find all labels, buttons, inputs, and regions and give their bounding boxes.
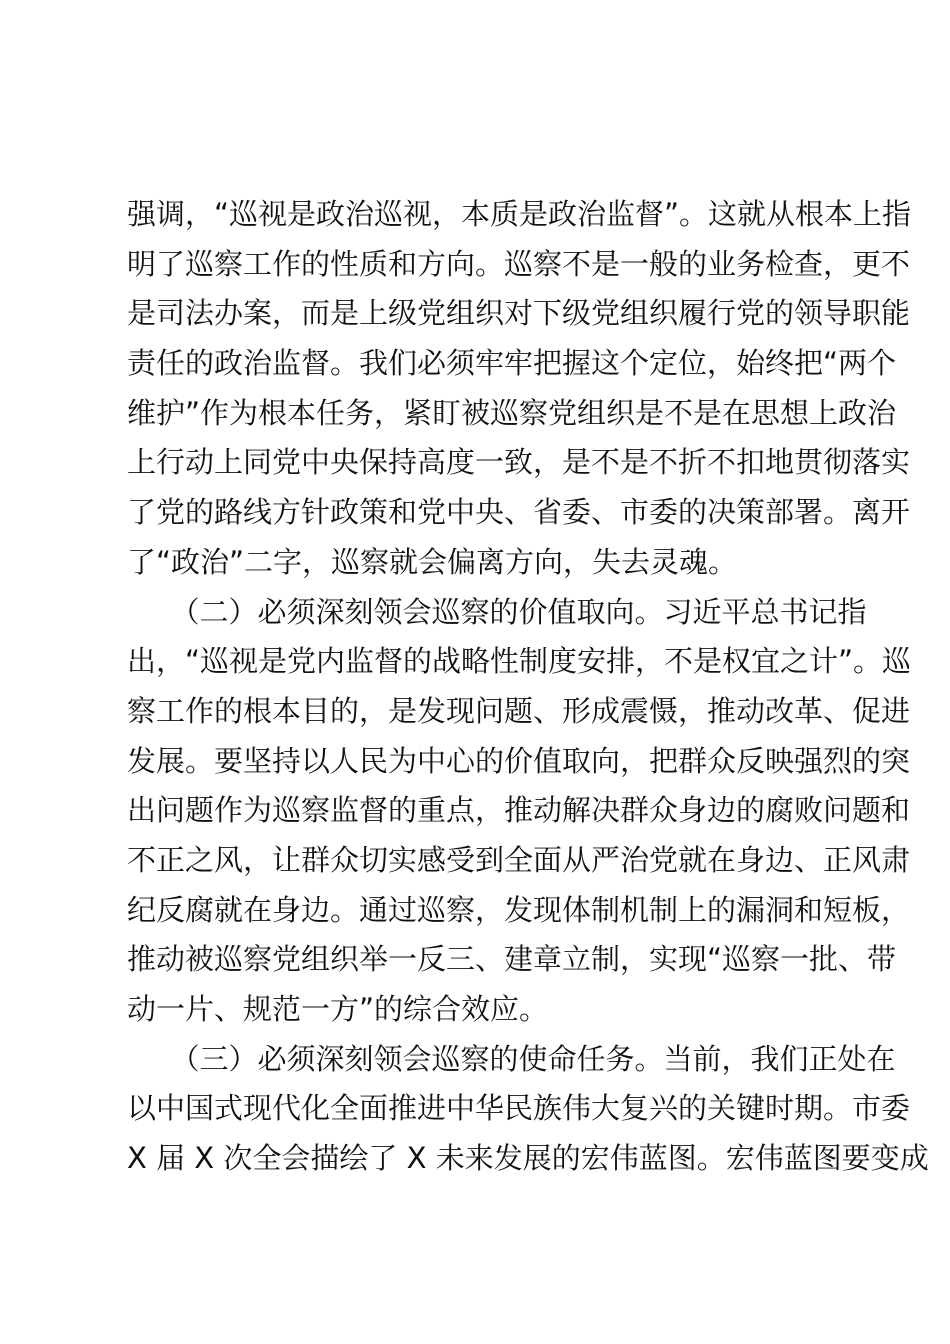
text-line: 动一片、规范一方”的综合效应。 — [127, 992, 549, 1026]
text-line: 纪反腐就在身边。通过巡察，发现体制机制上的漏洞和短板， — [127, 892, 911, 927]
text-line: 了“政治”二字，巡察就会偏离方向，失去灵魂。 — [127, 544, 738, 579]
text-line: （三）必须深刻领会巡察的使命任务。当前，我们正处在 — [127, 1041, 896, 1076]
text-line: 不正之风，让群众切实感受到全面从严治党就在身边、正风肃 — [127, 842, 911, 877]
text-line: （二）必须深刻领会巡察的价值取向。习近平总书记指 — [127, 594, 867, 629]
text-line: 维护”作为根本任务，紧盯被巡察党组织是不是在思想上政治 — [127, 395, 897, 430]
document-body — [127, 190, 929, 1184]
text-line: 推动被巡察党组织举一反三、建章立制，实现“巡察一批、带 — [127, 942, 897, 977]
text-line: 强调，“巡视是政治巡视，本质是政治监督”。这就从根本上指 — [127, 197, 912, 231]
text-line: 明了巡察工作的性质和方向。巡察不是一般的业务检查，更不 — [127, 246, 911, 281]
text-line: 出，“巡视是党内监督的战略性制度安排，不是权宜之计”。巡 — [127, 644, 912, 679]
text-line: 察工作的根本目的，是发现问题、形成震慑，推动改革、促进 — [127, 693, 911, 728]
text-line: 以中国式现代化全面推进中华民族伟大复兴的关键时期。市委 — [127, 1091, 911, 1126]
text-line: X 届 X 次全会描绘了 X 未来发展的宏伟蓝图。宏伟蓝图要变成 — [127, 1141, 929, 1176]
text-line: 出问题作为巡察监督的重点，推动解决群众身边的腐败问题和 — [127, 793, 911, 828]
text-line: 责任的政治监督。我们必须牢牢把握这个定位，始终把“两个 — [127, 346, 897, 381]
text-line: 上行动上同党中央保持高度一致，是不是不折不扣地贯彻落实 — [127, 445, 911, 480]
text-line: 是司法办案，而是上级党组织对下级党组织履行党的领导职能 — [127, 296, 911, 331]
text-line: 发展。要坚持以人民为中心的价值取向，把群众反映强烈的突 — [127, 743, 911, 778]
text-line: 了党的路线方针政策和党中央、省委、市委的决策部署。离开 — [127, 495, 911, 530]
